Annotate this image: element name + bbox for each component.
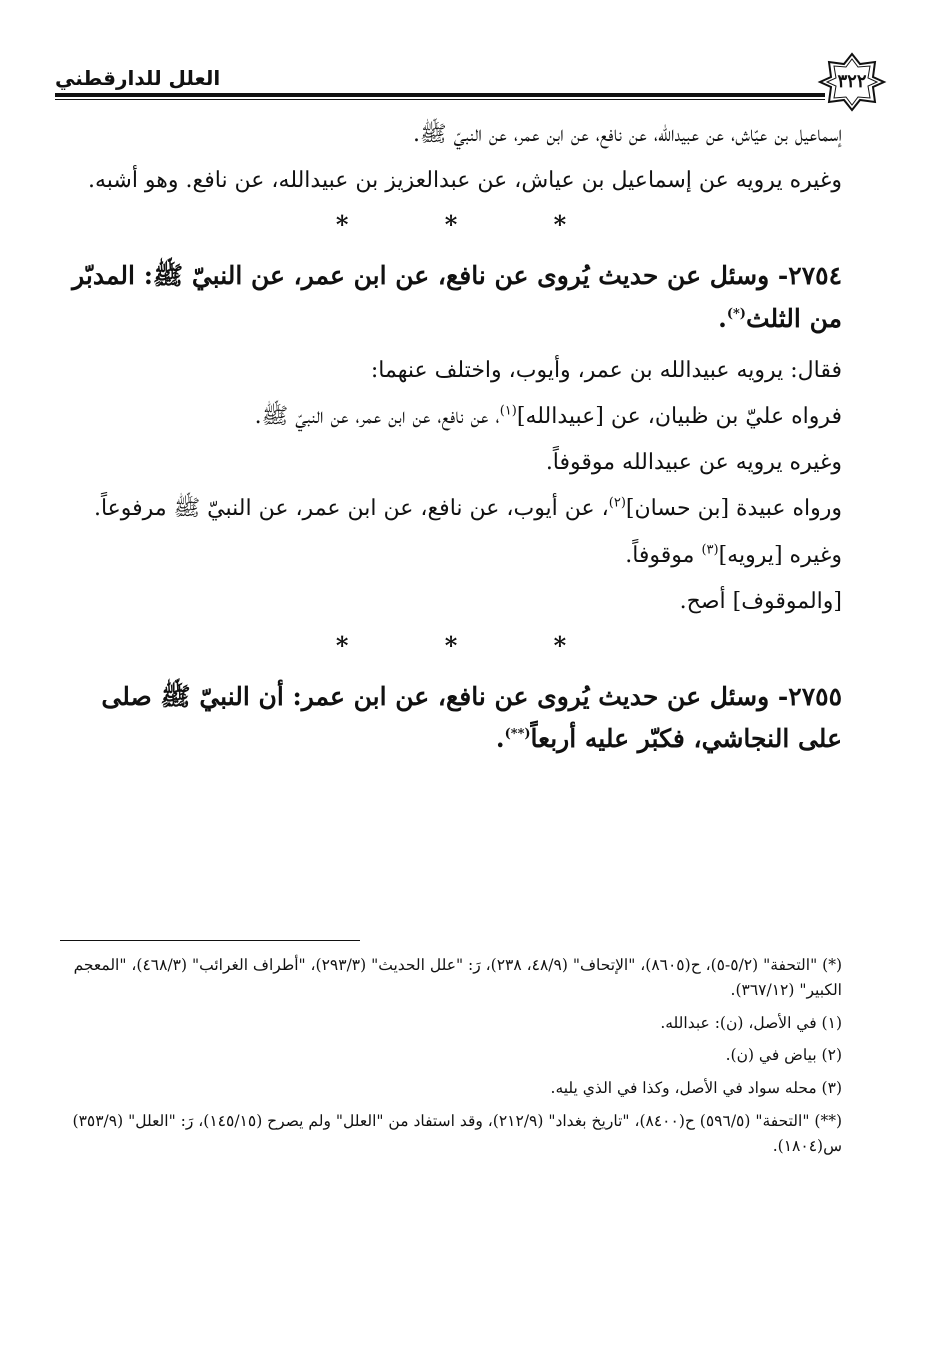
footnotes (60, 940, 842, 1167)
paragraph-4-part-a: فرواه عليّ بن ظبيان، عن [عبيدالله] (516, 404, 842, 430)
heading-end-punct: . (718, 303, 727, 333)
running-title: العلل للدارقطني (55, 66, 221, 90)
paragraph-6-part-b: ، عن أيوب، عن نافع، عن ابن عمر، عن النبيّ ﷺ مرفوعاً. (93, 496, 609, 522)
paragraph-5: وغيره يرويه عن عبيدالله موقوفاً. (545, 450, 842, 476)
footnote-marker-star: (*) (726, 306, 746, 322)
section-separator-1: * * * (335, 210, 611, 240)
footnote-3: (٣) محله سواد في الأصل، وكذا في الذي يليه. (550, 1079, 842, 1098)
paragraph-6-part-a: ورواه عبيدة [بن حسان] (625, 496, 842, 522)
entry-heading-2755 (60, 676, 842, 761)
paragraph-2: وغيره يرويه عن إسماعيل بن عياش، عن عبدالعزيز بن عبيدالله، عن نافع. وهو أشبه. (87, 168, 842, 194)
heading-end-punct: . (495, 724, 505, 754)
footnote-marker-1: (١) (499, 403, 517, 419)
footnote-marker-3: (٣) (701, 542, 719, 558)
paragraph-6 (60, 492, 842, 526)
entry-heading-2754 (60, 255, 842, 340)
paragraph-7-part-a: وغيره [يرويه] (718, 542, 842, 568)
footnote-marker-double-star: (**) (504, 726, 531, 742)
header-rule (55, 93, 825, 100)
paragraph-3: فقال: يرويه عبيدالله بن عمر، وأيوب، واختلف عنهما: (370, 358, 842, 384)
paragraph-7-part-b: موقوفاً. (625, 542, 702, 568)
footnote-star: (*) "التحفة" (٥/٢-٥)، ح(٨٦٠٥)، "الإتحاف" (٤٨/٩، ٢٣٨)، رَ: "علل الحديث" (٢٩٣/٣)، "أطراف الغرائب" (٤٦٨/٣)، "المعجم الكبير" (٣٦٧/١٢). (73, 956, 842, 999)
entry-heading-2754-text: ٢٧٥٤- وسئل عن حديث يُروى عن نافع، عن ابن عمر، عن النبيّ ﷺ: المدبّر من الثلث (72, 261, 842, 333)
footnote-marker-2: (٢) (608, 496, 626, 512)
paragraph-4-part-b: ، عن نافع، عن ابن عمر، عن النبيّ ﷺ. (254, 404, 500, 430)
entry-heading-2755-text: ٢٧٥٥- وسئل عن حديث يُروى عن نافع، عن ابن عمر: أن النبيّ ﷺ صلى على النجاشي، فكبّر عليه أربعاً (101, 681, 842, 754)
main-text (60, 118, 842, 775)
footnote-1: (١) في الأصل، (ن): عبدالله. (660, 1013, 842, 1032)
page-header (55, 52, 887, 112)
paragraph-4 (60, 400, 842, 434)
page-number: ٣٢٢ (837, 71, 867, 92)
paragraph-1: إسماعيل بن عيّاش، عن عبيدالله، عن نافع، عن ابن عمر، عن النبيّ ﷺ. (413, 122, 842, 147)
footnote-double-star: (**) "التحفة" (٥٩٦/٥) ح(٨٤٠٠)، "تاريخ بغداد" (٢١٢/٩)، وقد استفاد من "العلل" ولم يصرح (١٤٥/١٥)، رَ: "العلل" (٣٥٣/٩) س(١٨٠٤). (72, 1111, 842, 1155)
paragraph-8: [والموقوف] أصح. (679, 588, 842, 614)
paragraph-7 (60, 539, 842, 573)
footnote-2: (٢) بياض في (ن). (725, 1046, 842, 1065)
section-separator-2: * * * (335, 630, 611, 660)
page-number-frame (817, 52, 887, 112)
footnote-rule (60, 940, 360, 941)
